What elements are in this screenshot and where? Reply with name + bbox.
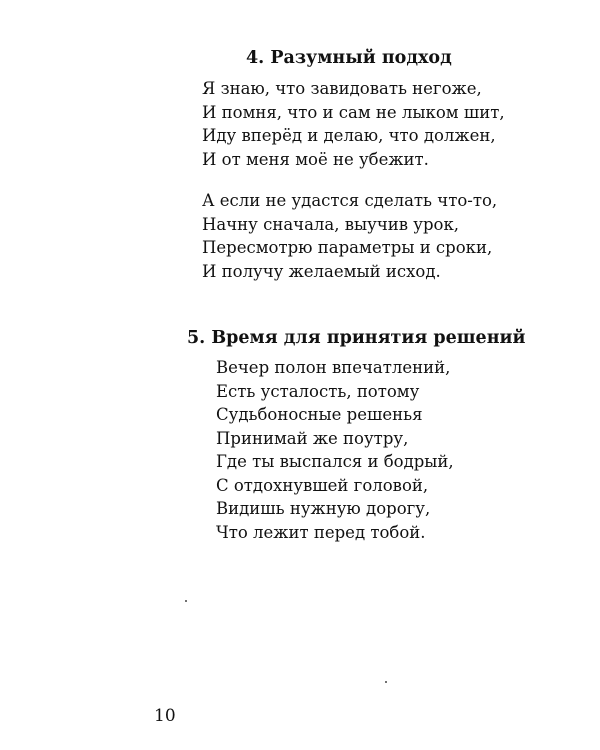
print-speck bbox=[385, 681, 387, 683]
poem-line: Где ты выспался и бодрый, bbox=[216, 452, 454, 471]
poem-line: С отдохнувшей головой, bbox=[216, 475, 429, 495]
poem-line: И от меня моё не убежит. bbox=[202, 149, 429, 169]
poem-line: Принимай же поутру, bbox=[216, 428, 409, 448]
poem-line: Вечер полон впечатлений, bbox=[216, 358, 451, 377]
page-number: 10 bbox=[154, 706, 176, 726]
poem-line: Есть усталость, потому bbox=[216, 381, 420, 401]
poem-5-title: 5. Время для принятия решений bbox=[187, 328, 526, 348]
poem-4-title: 4. Разумный подход bbox=[246, 48, 452, 68]
poem-4-stanza-2 bbox=[202, 189, 497, 283]
poem-line: Я знаю, что завидовать негоже, bbox=[202, 79, 482, 98]
poem-line: Пересмотрю параметры и сроки, bbox=[202, 238, 493, 257]
poem-4-stanza-1 bbox=[202, 77, 505, 171]
poem-line: Что лежит перед тобой. bbox=[216, 522, 426, 542]
poem-line: Иду вперёд и делаю, что должен, bbox=[202, 126, 496, 145]
poem-line: Судьбоносные решенья bbox=[216, 405, 423, 424]
print-speck bbox=[185, 600, 187, 602]
poem-line: И помня, что и сам не лыком шит, bbox=[202, 102, 505, 122]
poem-line: А если не удастся сделать что-то, bbox=[202, 191, 498, 210]
poem-line: Видишь нужную дорогу, bbox=[216, 499, 431, 518]
poem-5-stanza-1 bbox=[216, 356, 454, 544]
poem-line: Начну сначала, выучив урок, bbox=[202, 214, 460, 234]
poem-line: И получу желаемый исход. bbox=[202, 261, 441, 281]
